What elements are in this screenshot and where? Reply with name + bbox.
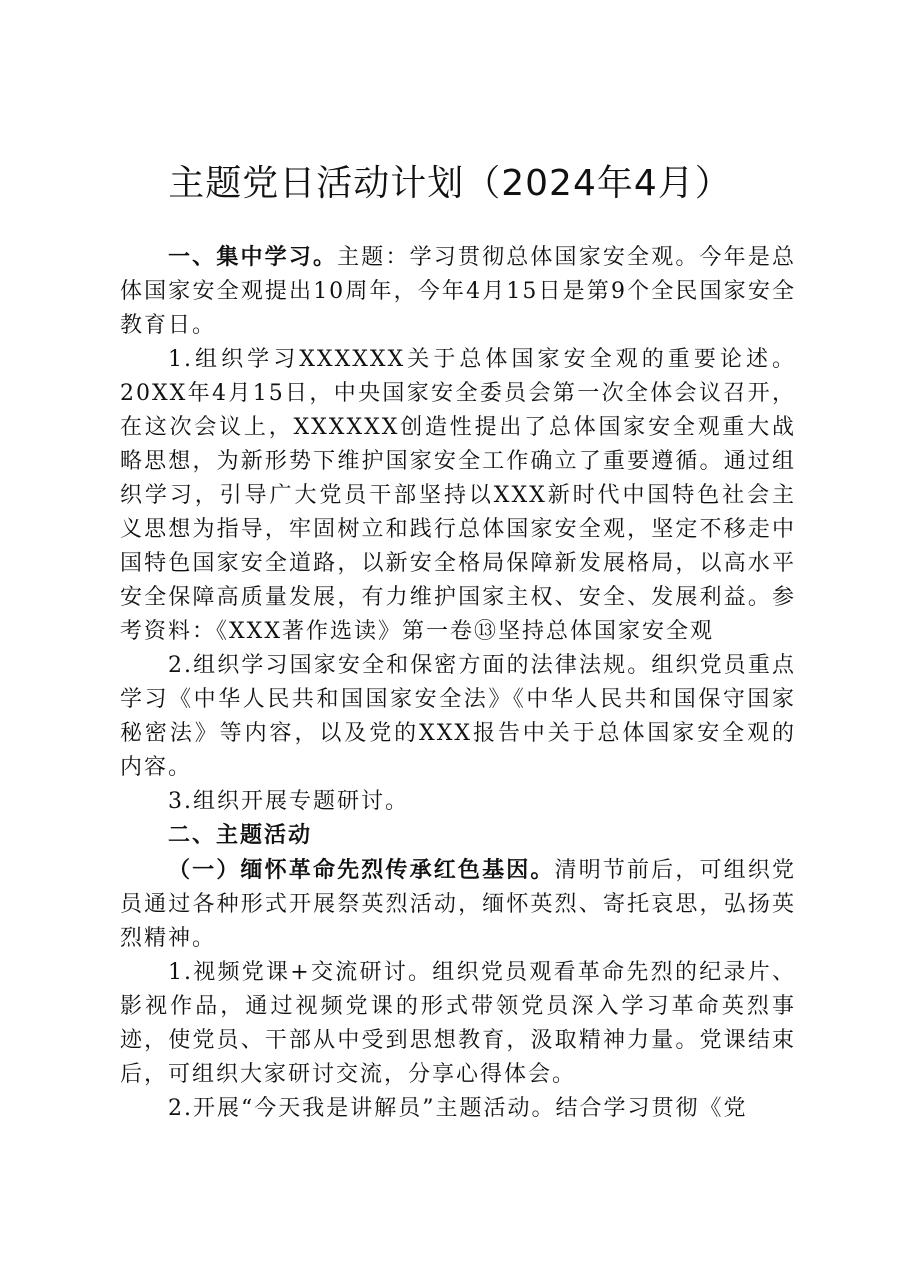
section1-item1: 1.组织学习XXXXXX关于总体国家安全观的重要论述。20XX年4月15日，中央国家安全委员会第一次全体会议召开，在这次会议上，XXXXXX创造性提出了总体国家安全观重大战略思想，为新形势下维护国家安全工作确立了重要遵循。通过组织学习，引导广大党员干部坚持以XXX新时代中国特色社会主义思想为指导，牢固树立和践行总体国家安全观，坚定不移走中国特色国家安全道路，以新安全格局保障新发展格局，以高水平安全保障高质量发展，有力维护国家主权、安全、发展利益。参考资料：《XXX著作选读》第一卷⑬坚持总体国家安全观 xyxy=(120,347,796,644)
section1-heading: 一、集中学习。 xyxy=(168,245,338,270)
section1-item2: 2.组织学习国家安全和保密方面的法律法规。组织党员重点学习《中华人民共和国国家安全法》《中华人民共和国保守国家秘密法》等内容，以及党的XXX报告中关于总体国家安全观的内容。 xyxy=(120,653,796,780)
section2-sub1-paragraph xyxy=(120,853,796,956)
section1-item3: 3.组织开展专题研讨。 xyxy=(168,789,409,814)
section1-intro: 主题：学习贯彻总体国家安全观。今年是总体国家安全观提出10周年，今年4月15日是第9个全民国家安全教育日。 xyxy=(120,245,796,338)
section2-heading: 二、主题活动 xyxy=(168,823,313,848)
section2-item2: 2.开展“今天我是讲解员”主题活动。结合学习贯彻《党 xyxy=(168,1096,748,1121)
section2-sub1-heading: （一）缅怀革命先烈传承红色基因。 xyxy=(168,857,555,883)
document-body xyxy=(120,241,796,1126)
section2-item1: 1.视频党课+交流研讨。组织党员观看革命先烈的纪录片、影视作品，通过视频党课的形式带领党员深入学习革命英烈事迹，使党员、干部从中受到思想教育，汲取精神力量。党课结束后，可组织大家研讨交流，分享心得体会。 xyxy=(120,960,796,1087)
section1-intro-paragraph xyxy=(120,241,796,343)
section2-sub1-text: 清明节前后，可组织党员通过各种形式开展祭英烈活动，缅怀英烈、寄托哀思，弘扬英烈精神。 xyxy=(120,858,796,951)
document-title: 主题党日活动计划（2024年4月） xyxy=(168,163,732,204)
